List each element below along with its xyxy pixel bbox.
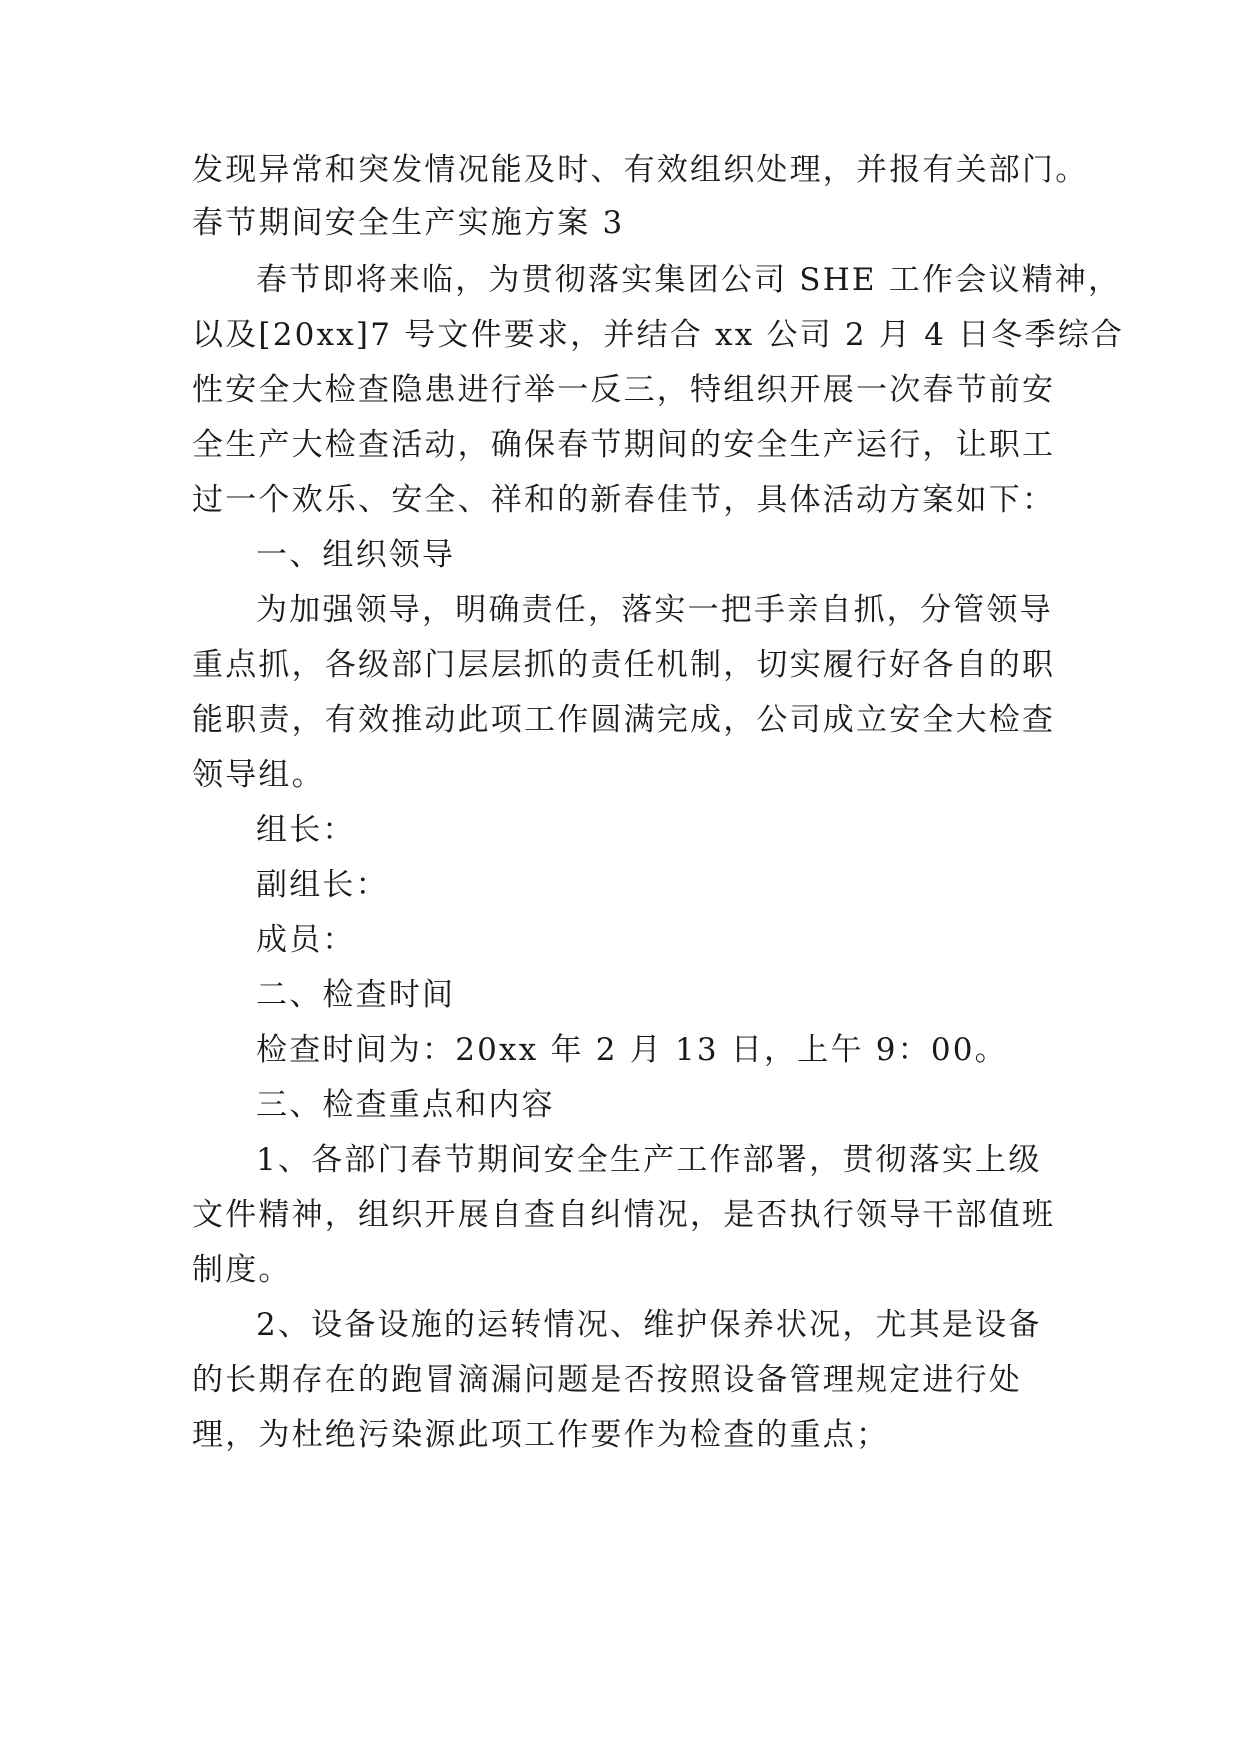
- paragraph-line: 以及[20xx]7 号文件要求，并结合 xx 公司 2 月 4 日冬季综合: [192, 317, 1125, 353]
- section-heading: 一、组织领导: [256, 537, 456, 573]
- list-item-line: 理，为杜绝污染源此项工作要作为检查的重点；: [192, 1417, 890, 1453]
- paragraph-line: 全生产大检查活动，确保春节期间的安全生产运行，让职工: [192, 427, 1056, 463]
- members-field: 成员：: [256, 922, 356, 958]
- section-heading: 二、检查时间: [256, 977, 456, 1013]
- list-item-line: 1、各部门春节期间安全生产工作部署，贯彻落实上级: [256, 1142, 1042, 1178]
- paragraph-line: 春节即将来临，为贯彻落实集团公司 SHE 工作会议精神，: [256, 262, 1122, 298]
- paragraph-line: 重点抓，各级部门层层抓的责任机制，切实履行好各自的职: [192, 647, 1056, 683]
- paragraph-line: 过一个欢乐、安全、祥和的新春佳节，具体活动方案如下：: [192, 482, 1056, 518]
- list-item-line: 制度。: [192, 1252, 292, 1288]
- section-heading: 春节期间安全生产实施方案 3: [192, 205, 625, 241]
- leader-field: 组长：: [256, 812, 356, 848]
- list-item-line: 2、设备设施的运转情况、维护保养状况，尤其是设备: [256, 1307, 1042, 1343]
- paragraph-line: 性安全大检查隐患进行举一反三，特组织开展一次春节前安: [192, 372, 1056, 408]
- paragraph-line: 检查时间为：20xx 年 2 月 13 日，上午 9：00。: [256, 1032, 1008, 1068]
- list-item-line: 的长期存在的跑冒滴漏问题是否按照设备管理规定进行处: [192, 1362, 1022, 1398]
- deputy-leader-field: 副组长：: [256, 867, 389, 903]
- paragraph-line: 发现异常和突发情况能及时、有效组织处理，并报有关部门。: [192, 152, 1089, 188]
- paragraph-line: 为加强领导，明确责任，落实一把手亲自抓，分管领导: [256, 592, 1053, 628]
- paragraph-line: 领导组。: [192, 757, 325, 793]
- list-item-line: 文件精神，组织开展自查自纠情况，是否执行领导干部值班: [192, 1197, 1056, 1233]
- section-heading: 三、检查重点和内容: [256, 1087, 555, 1123]
- paragraph-line: 能职责，有效推动此项工作圆满完成，公司成立安全大检查: [192, 702, 1056, 738]
